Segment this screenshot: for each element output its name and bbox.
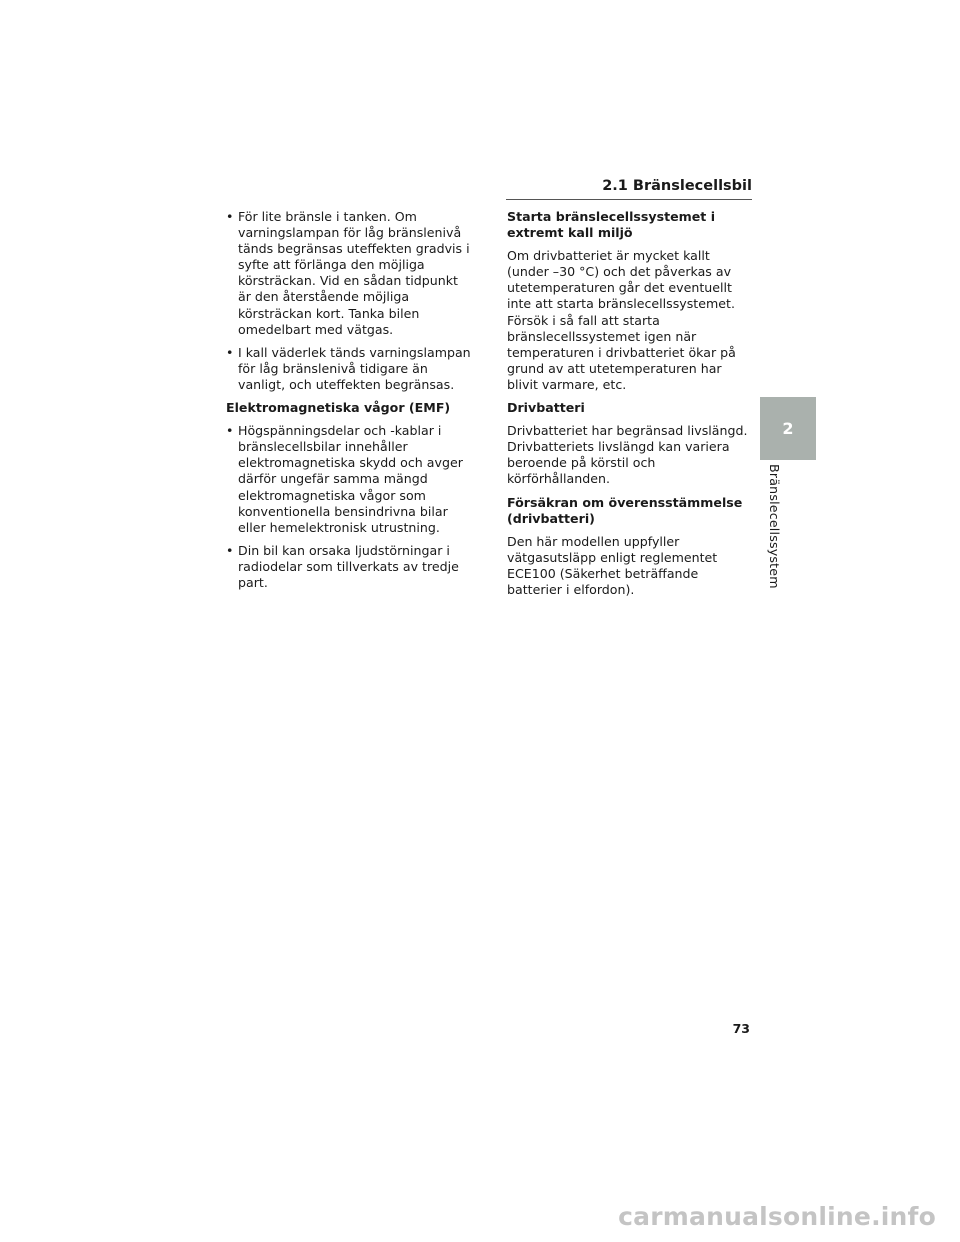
bullet-symbol: • (226, 209, 234, 224)
cold-start-text: Om drivbatteriet är mycket kallt (under –30 °C) och det påverkas av utetemperaturen går det eventuellt inte att starta bränslecellssystemet. Försök i så fall att starta bränslecellssystemet igen när temperaturen i drivbatteriet ökar på grund av att utetemperaturen har blivit varmare, etc. (507, 248, 736, 392)
battery-text: Drivbatteriet har begränsad livslängd. Drivbatteriets livslängd kan variera beroende på körstil och körförhållanden. (507, 423, 748, 487)
bullet-symbol: • (226, 423, 234, 439)
emf-heading: Elektromagnetiska vågor (EMF) (226, 400, 451, 416)
bullet-text: Högspänningsdelar och -kablar i bränslecellsbilar innehåller elektromagnetiska skydd och avger därför ungefär samma mängd elektromagnetiska vågor som konventionella bensindrivna bilar eller hemelektronisk utrustning. (238, 423, 463, 535)
bullet-symbol: • (226, 542, 234, 558)
battery-heading: Drivbatteri (507, 400, 585, 416)
chapter-number: 2 (782, 419, 794, 438)
list-item (226, 543, 472, 591)
bullet-text: I kall väderlek tänds varningslampan för låg bränslenivå tidigare än vanligt, och uteffekten begränsas. (238, 344, 471, 392)
bullet-text: Din bil kan orsaka ljudstörningar i radiodelar som tillverkats av tredje part. (238, 542, 459, 590)
cold-start-heading: Starta bränslecellssystemet i extremt kall miljö (507, 209, 716, 241)
bullet-text: För lite bränsle i tanken. Om varningslampan för låg bränslenivå tänds begränsas uteffekten gradvis i syfte att förlänga den möjliga körsträckan. Vid en sådan tidpunkt är den återstående möjliga körsträckan kort. Tanka bilen omedelbart med vätgas. (238, 209, 470, 337)
left-column (226, 209, 472, 598)
conformity-heading: Försäkran om överensstämmelse (drivbatteri) (507, 494, 743, 526)
watermark: carmanualsonline.info (618, 1202, 936, 1231)
section-title: 2.1 Bränslecellsbil (602, 178, 752, 194)
chapter-tab (760, 397, 816, 460)
right-column (507, 209, 753, 605)
header-divider (506, 199, 752, 200)
chapter-label: Bränslecellssystem (767, 464, 782, 589)
list-item (226, 209, 472, 338)
list-item (226, 345, 472, 393)
page-number: 73 (732, 1021, 750, 1036)
conformity-text: Den här modellen uppfyller vätgasutsläpp enligt reglementet ECE100 (Säkerhet beträffande batterier i elfordon). (507, 533, 718, 597)
bullet-symbol: • (226, 344, 234, 360)
list-item (226, 423, 472, 536)
